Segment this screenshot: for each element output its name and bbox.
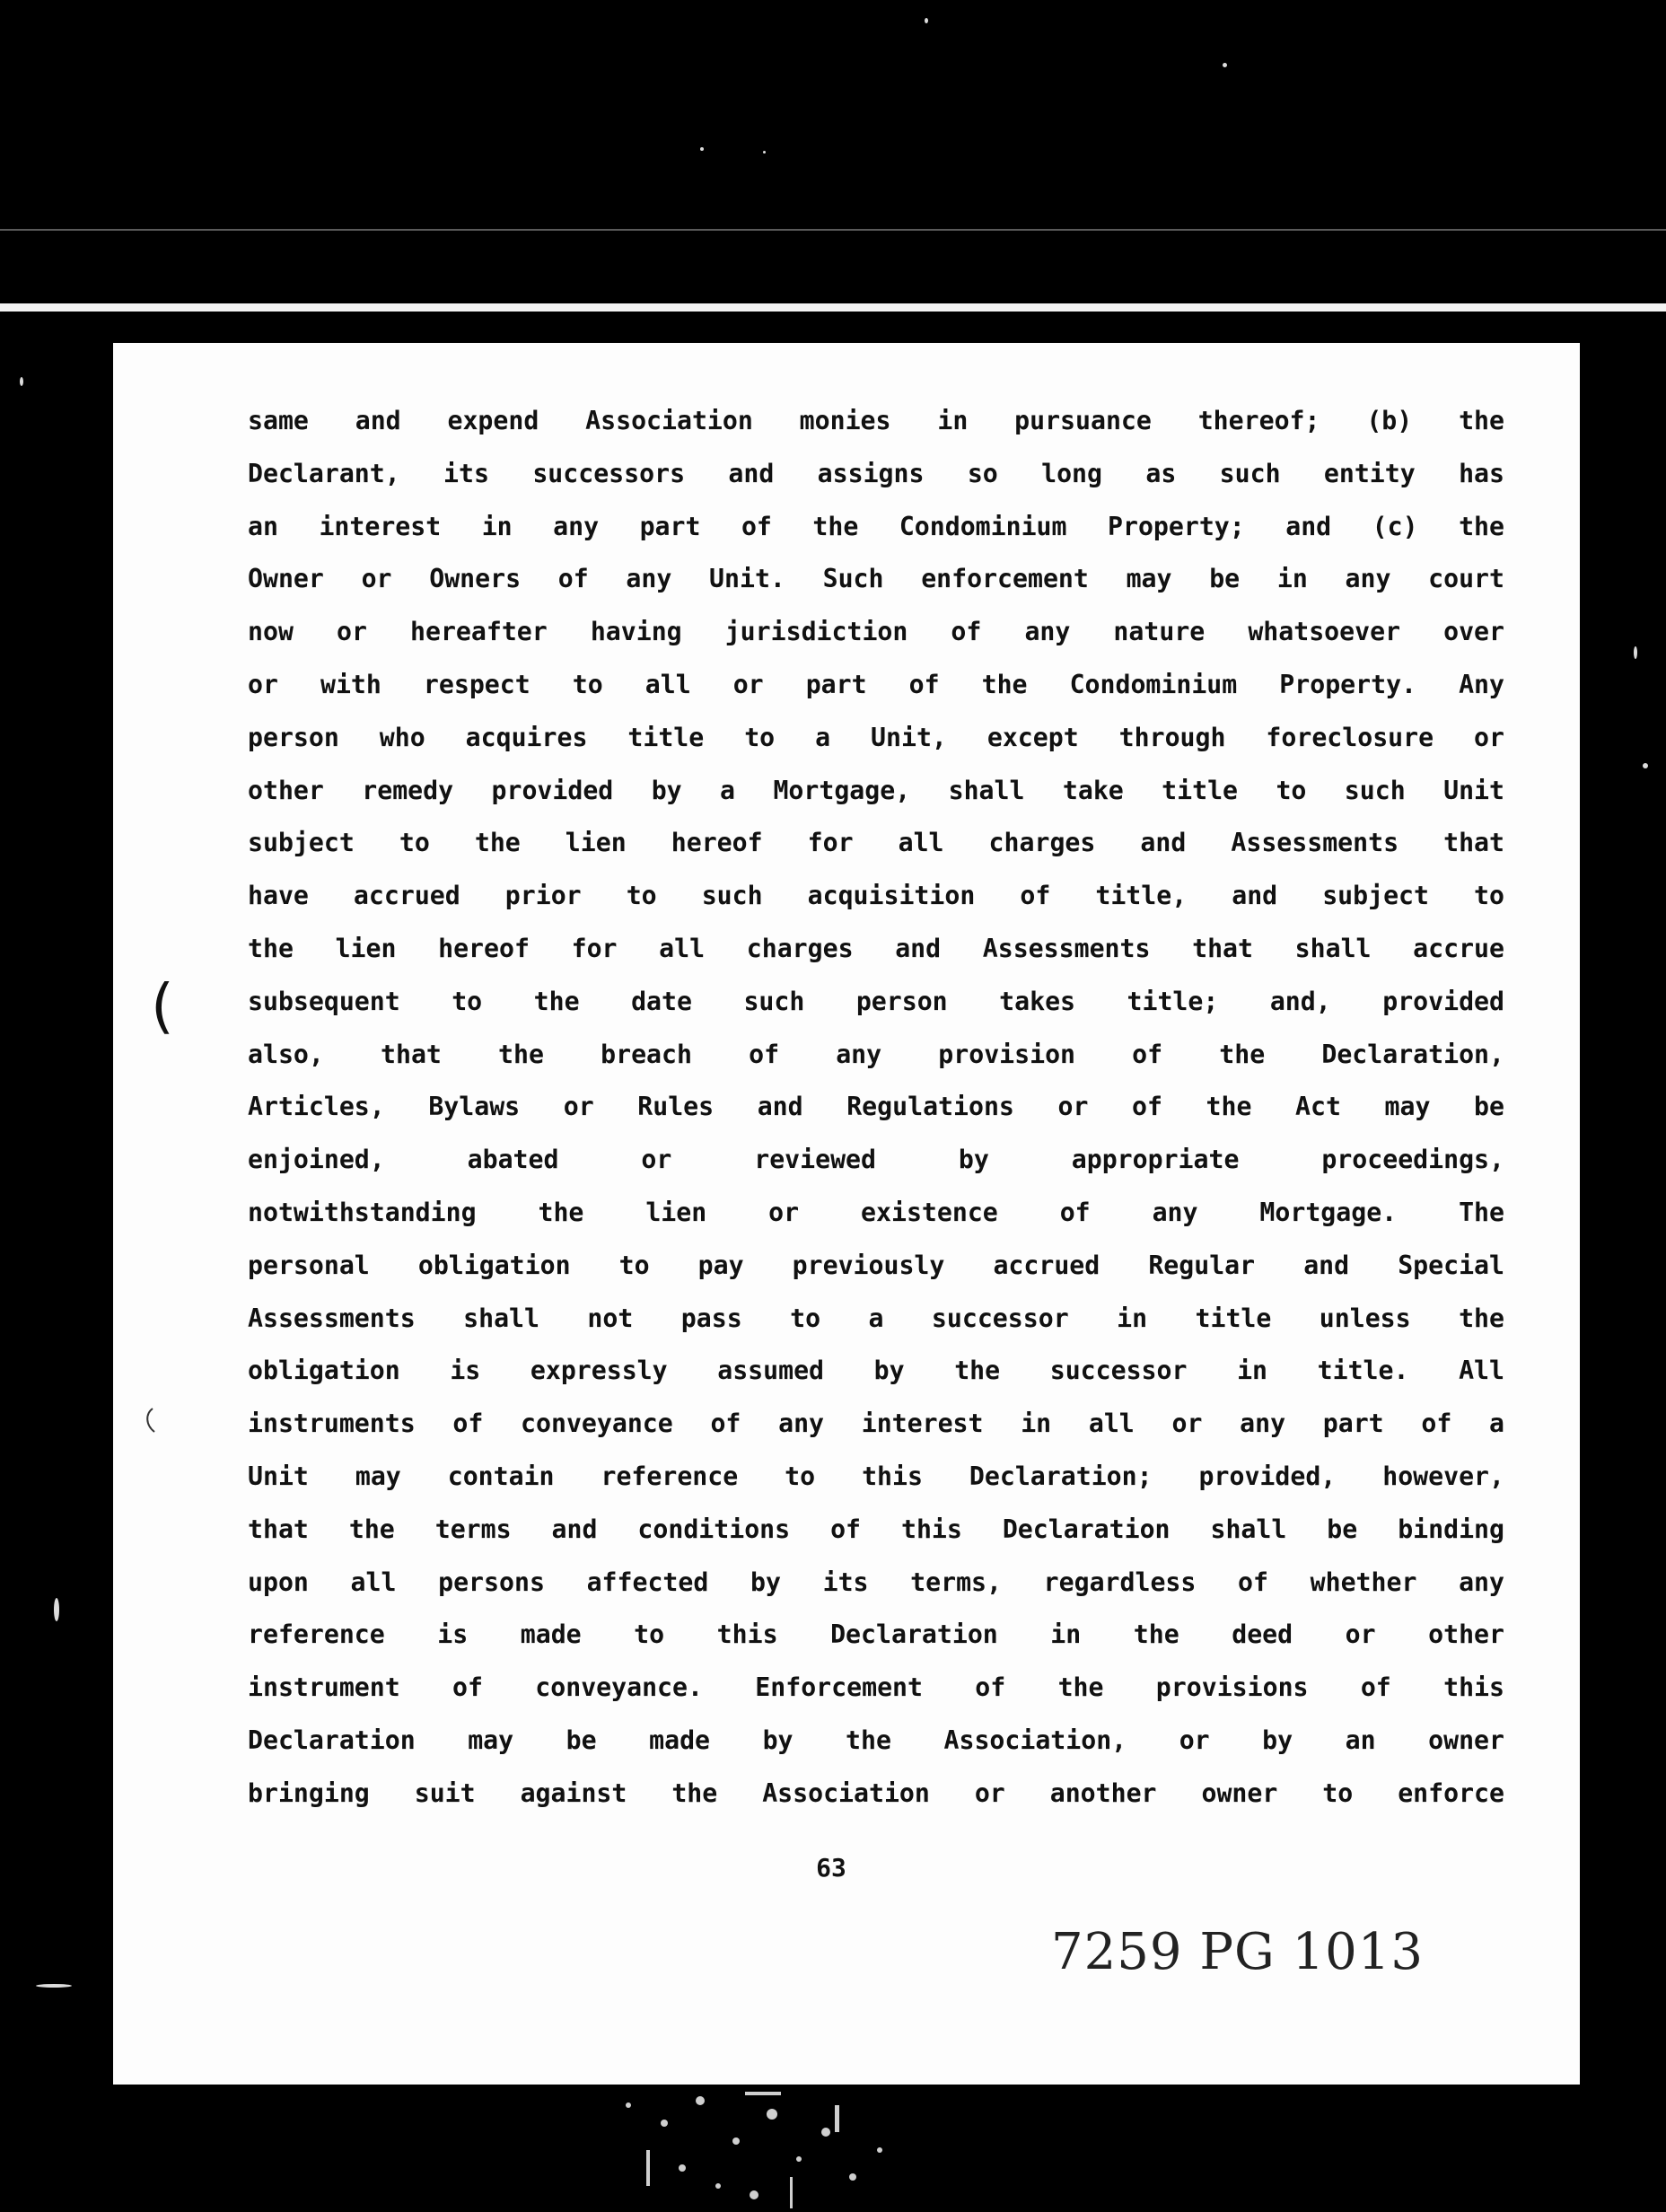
text-line: now or hereafter having jurisdiction of any nature whatsoever over — [248, 617, 1504, 647]
text-line: or with respect to all or part of the Condominium Property. Any — [248, 669, 1504, 699]
text-line: instrument of conveyance. Enforcement of the provisions of this — [248, 1672, 1504, 1703]
text-line: the lien hereof for all charges and Assessments that shall accrue — [248, 933, 1504, 963]
scan-speck — [20, 377, 23, 386]
scan-speck — [700, 147, 704, 151]
scan-border-line — [0, 229, 1666, 231]
scan-noise — [610, 2087, 916, 2212]
text-line: Unit may contain reference to this Declaration; provided, however, — [248, 1461, 1504, 1491]
scan-speck — [925, 18, 928, 23]
text-line: Articles, Bylaws or Rules and Regulations or of the Act may be — [248, 1092, 1504, 1122]
scan-speck — [36, 1984, 72, 1988]
text-line: same and expend Association monies in pursuance thereof; (b) the — [248, 406, 1504, 435]
page-number: 63 — [816, 1853, 846, 1883]
text-line: instruments of conveyance of any interest in all or any part of a — [248, 1409, 1504, 1439]
text-line: enjoined, abated or reviewed by appropriate proceedings, — [248, 1145, 1504, 1175]
text-line: have accrued prior to such acquisition of title, and subject to — [248, 881, 1504, 911]
text-line: an interest in any part of the Condominium Property; and (c) the — [248, 511, 1504, 541]
scan-speck — [763, 151, 766, 154]
scan-speck — [1223, 63, 1227, 67]
book-page-stamp: 7259 PG 1013 — [1051, 1923, 1425, 1981]
text-line: reference is made to this Declaration in the deed or other — [248, 1620, 1504, 1650]
document-page — [113, 343, 1580, 2085]
text-line: other remedy provided by a Mortgage, shall take title to such Unit — [248, 775, 1504, 805]
text-line: Declaration may be made by the Association, or by an owner — [248, 1725, 1504, 1755]
text-line: personal obligation to pay previously accrued Regular and Special — [248, 1250, 1504, 1280]
scan-speck — [1643, 763, 1648, 768]
scan-speck — [54, 1598, 59, 1621]
scan-speck — [1634, 646, 1637, 659]
body-text — [248, 395, 1504, 1821]
text-line: bringing suit against the Association or another owner to enforce — [248, 1778, 1504, 1808]
text-line: obligation is expressly assumed by the successor in title. All — [248, 1356, 1504, 1386]
margin-pen-mark — [142, 1407, 158, 1434]
text-line: Owner or Owners of any Unit. Such enforcement may be in any court — [248, 564, 1504, 594]
text-line: Declarant, its successors and assigns so long as such entity has — [248, 458, 1504, 488]
text-line: person who acquires title to a Unit, except through foreclosure or — [248, 722, 1504, 752]
text-line: that the terms and conditions of this Declaration shall be binding — [248, 1514, 1504, 1544]
text-line: subsequent to the date such person takes title; and, provided — [248, 986, 1504, 1016]
text-line: Assessments shall not pass to a successor in title unless the — [248, 1303, 1504, 1333]
text-line: notwithstanding the lien or existence of any Mortgage. The — [248, 1197, 1504, 1227]
text-line: upon all persons affected by its terms, regardless of whether any — [248, 1567, 1504, 1597]
text-line: subject to the lien hereof for all charges and Assessments that — [248, 828, 1504, 858]
scan-border-bar — [0, 303, 1666, 312]
margin-bracket-mark: ( — [151, 971, 174, 1040]
text-line: also, that the breach of any provision of the Declaration, — [248, 1039, 1504, 1069]
